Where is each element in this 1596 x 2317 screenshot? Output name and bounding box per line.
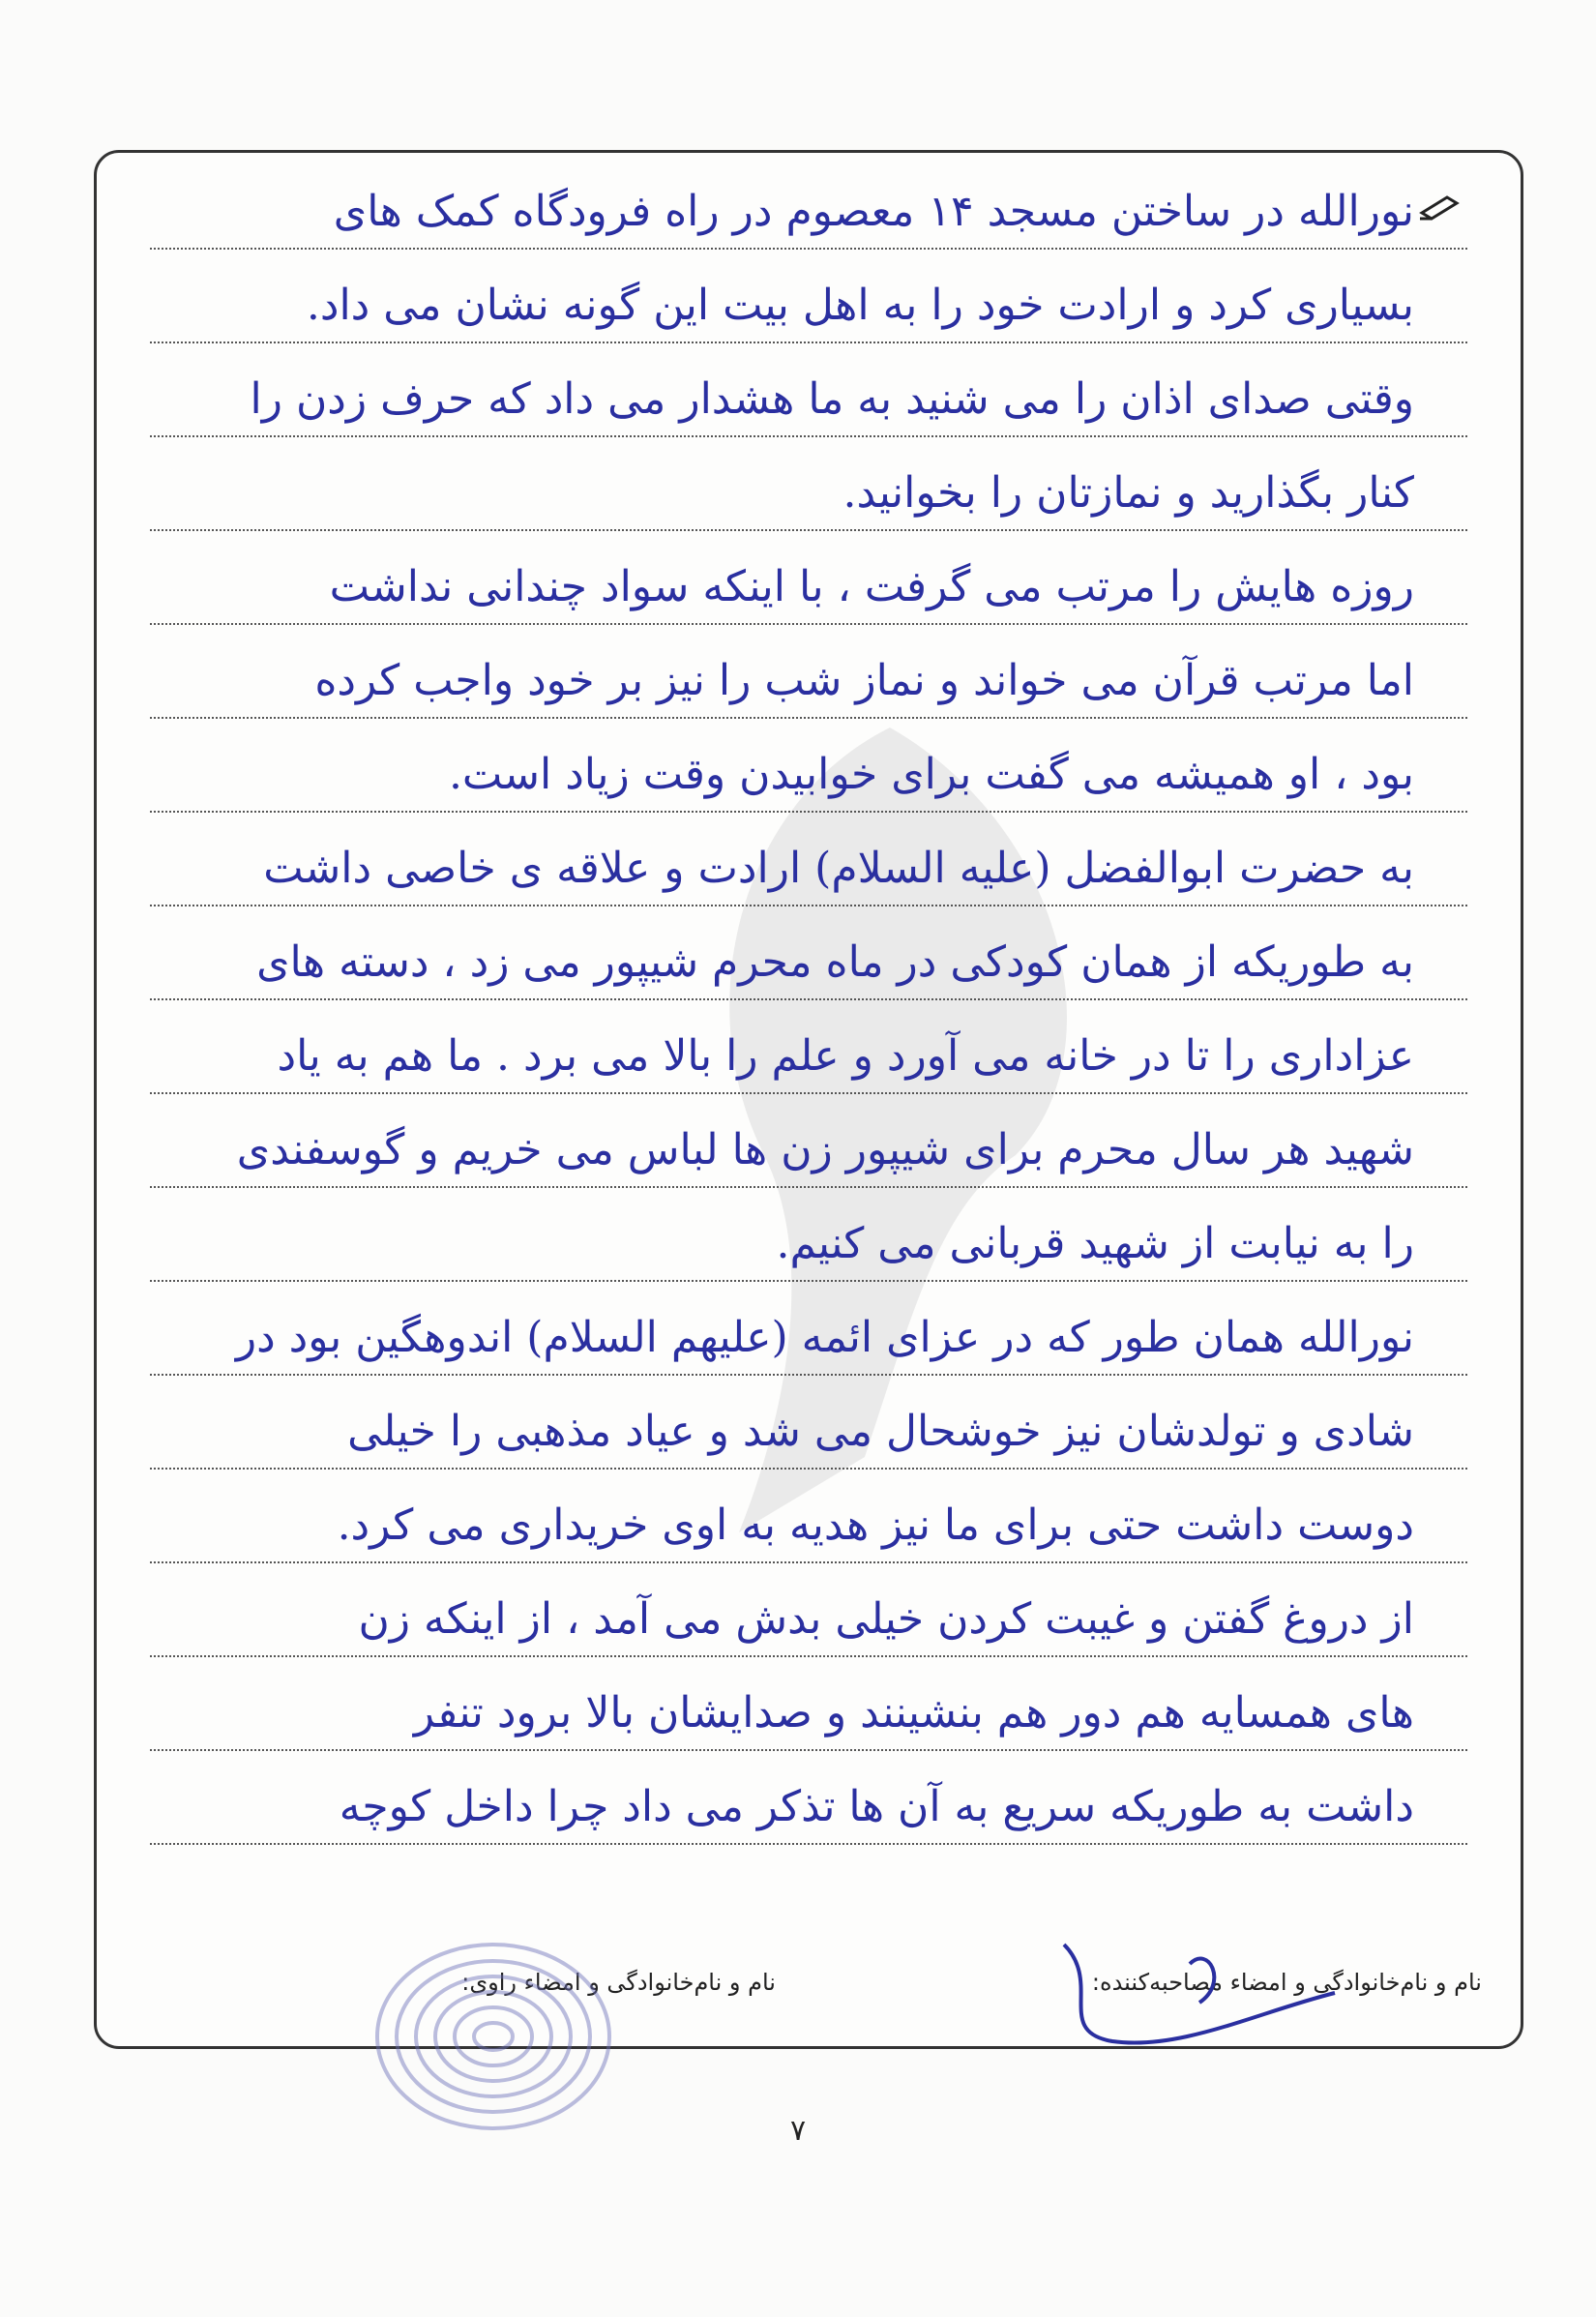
handwritten-line: روزه هایش را مرتب می گرفت ، با اینکه سواد چندانی نداشت	[329, 562, 1414, 611]
handwritten-line: نورالله در ساختن مسجد ۱۴ معصوم در راه فرودگاه کمک های	[333, 187, 1414, 236]
handwritten-line: وقتی صدای اذان را می شنید به ما هشدار می داد که حرف زدن را	[250, 374, 1414, 424]
handwritten-line: به طوریکه از همان کودکی در ماه محرم شیپور می زد ، دسته های	[256, 937, 1414, 987]
handwritten-line: نورالله همان طور که در عزای ائمه (علیهم السلام) اندوهگین بود در	[235, 1313, 1414, 1362]
handwritten-line: را به نیابت از شهید قربانی می کنیم.	[776, 1219, 1414, 1268]
interviewer-signature-label: نام و نام‌خانوادگی و امضاء مصاحبه‌کننده:	[1091, 1969, 1482, 1996]
handwritten-line: بسیاری کرد و ارادت خود را به اهل بیت این گونه نشان می داد.	[306, 281, 1414, 330]
signature-mark	[1045, 1925, 1354, 2061]
handwritten-line: بود ، او همیشه می گفت برای خوابیدن وقت زیاد است.	[448, 750, 1414, 799]
narrator-signature-label: نام و نام‌خانوادگی و امضاء راوی:	[461, 1969, 776, 1996]
handwritten-line: از دروغ گفتن و غیبت کردن خیلی بدش می آمد ، از اینکه زن	[358, 1594, 1414, 1644]
handwritten-line: اما مرتب قرآن می خواند و نماز شب را نیز بر خود واجب کرده	[314, 656, 1414, 705]
handwritten-line: عزاداری را تا در خانه می آورد و علم را بالا می برد . ما هم به یاد	[277, 1031, 1414, 1081]
handwritten-line: داشت به طوریکه سریع به آن ها تذکر می داد چرا داخل کوچه	[339, 1782, 1414, 1831]
handwritten-line: شادی و تولدشان نیز خوشحال می شد و عیاد مذهبی را خیلی	[347, 1407, 1414, 1456]
page-number: ۷	[789, 2114, 807, 2148]
handwritten-line: شهید هر سال محرم برای شیپور زن ها لباس می خریم و گوسفندی	[236, 1125, 1414, 1174]
handwritten-page-frame	[94, 150, 1523, 2049]
handwritten-line: های همسایه هم دور هم بنشینند و صدایشان بالا برود تنفر	[413, 1688, 1414, 1738]
handwritten-line: به حضرت ابوالفضل (علیه السلام) ارادت و علاقه ی خاصی داشت	[263, 844, 1414, 893]
writing-lines	[97, 153, 1521, 2046]
handwritten-line: کنار بگذارید و نمازتان را بخوانید.	[842, 468, 1414, 518]
handwritten-line: دوست داشت حتی برای ما نیز هدیه به اوی خریداری می کرد.	[337, 1500, 1414, 1550]
